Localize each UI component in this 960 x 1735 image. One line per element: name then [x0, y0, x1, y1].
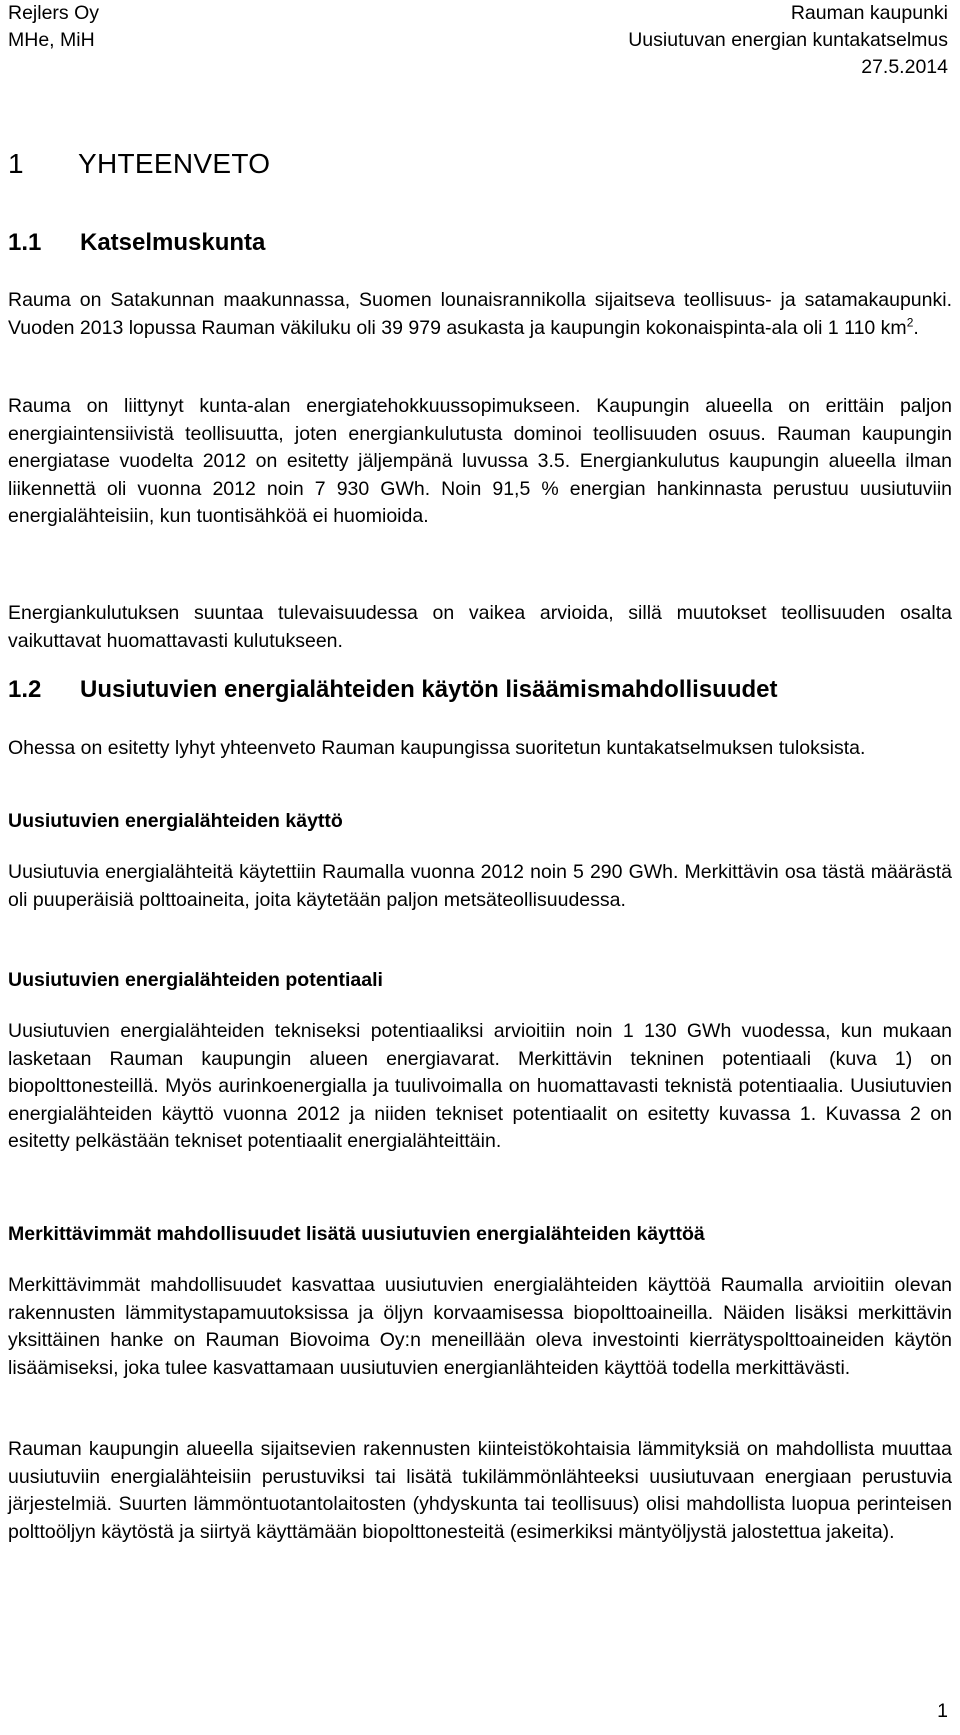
page-number: 1	[937, 1700, 948, 1722]
paragraph-energy-agreement: Rauma on liittynyt kunta-alan energiatehokkuussopimukseen. Kaupungin alueella on erittäin paljon energiaintensiivistä teollisuutta, joten energiankulutusta dominoi teollisuuden osuus. Rauman kaupungin energiatase vuodelta 2012 on esitetty jäljempänä luvussa 3.5. Energiankulutus kaupungin alueella ilman liikennettä oli vuonna 2012 noin 7 930 GWh. Noin 91,5 % energian hankinnasta perustuu uusiutuviin energialähteisiin, kun tuontisähköä ei huomioida.	[8, 395, 952, 527]
header-org-name: Rejlers Oy	[8, 2, 100, 24]
header-report-title: Uusiutuvan energian kuntakatselmus	[628, 29, 948, 51]
paragraph-key-opportunities: Merkittävimmät mahdollisuudet kasvattaa uusiutuvien energialähteiden käyttöä Raumalla arvioitiin olevan rakennusten lämmitystapamuutoksissa ja öljyn korvaamisessa biopolttoaineilla. Näiden lisäksi merkittävin yksittäinen hanke on Rauman Biovoima Oy:n meneillään oleva investointi kierrätyspolttoaineiden käytön lisäämiseksi, joka tulee kasvattamaan uusiutuvien energianlähteiden käyttöä todella merkittävästi.	[8, 1274, 952, 1379]
paragraph-future-consumption: Energiankulutuksen suuntaa tulevaisuudessa on vaikea arvioida, sillä muutokset teollisuuden osalta vaikuttavat huomattavasti kulutukseen.	[8, 602, 952, 652]
page-header-right	[628, 0, 948, 81]
section-1-1-heading	[8, 229, 265, 257]
subheading-key-opportunities: Merkittävimmät mahdollisuudet lisätä uusiutuvien energialähteiden käyttöä	[8, 1223, 705, 1245]
header-client: Rauman kaupunki	[790, 2, 948, 24]
section-1-title: YHTEENVETO	[78, 148, 271, 179]
paragraph-intro	[8, 287, 952, 342]
section-1-1-number: 1.1	[8, 229, 42, 256]
header-authors: MHe, MiH	[8, 29, 95, 51]
paragraph-building-heating: Rauman kaupungin alueella sijaitsevien rakennusten kiinteistökohtaisia lämmityksiä on mahdollista muuttaa uusiutuviin energialähteisiin perustuviksi tai lisätä tukilämmönlähteeksi uusiutuvaan energiaan perustuvia järjestelmiä. Suurten lämmöntuotantolaitosten (yhdyskunta tai teollisuus) olisi mahdollista luopua perinteisen polttoöljyn käytöstä ja siirtyä käyttämään biopolttonesteitä (esimerkiksi mäntyöljystä jalostettua jakeita).	[8, 1438, 952, 1543]
section-1-2-number: 1.2	[8, 676, 42, 703]
paragraph-summary-intro: Ohessa on esitetty lyhyt yhteenveto Rauman kaupungissa suoritetun kuntakatselmuksen tuloksista.	[8, 737, 866, 759]
paragraph-renewable-potential: Uusiutuvien energialähteiden tekniseksi potentiaaliksi arvioitiin noin 1 130 GWh vuodessa, kun mukaan lasketaan Rauman kaupungin alueen energiavarat. Merkittävin tekninen potentiaali (kuva 1) on biopolttonesteillä. Myös aurinkoenergialla ja tuulivoimalla on huomattavasti teknistä potentiaalia. Uusiutuvien energialähteiden käyttö vuonna 2012 ja niiden tekniset potentiaalit on esitetty kuvassa 1. Kuvassa 2 on esitetty pelkästään tekniset potentiaalit energialähteittäin.	[8, 1020, 952, 1152]
subheading-renewable-use: Uusiutuvien energialähteiden käyttö	[8, 810, 343, 832]
page-header-left	[8, 0, 99, 54]
subheading-renewable-potential: Uusiutuvien energialähteiden potentiaali	[8, 969, 383, 991]
section-1-heading	[8, 148, 270, 180]
superscript-2: 2	[906, 315, 914, 329]
paragraph-renewable-use: Uusiutuvia energialähteitä käytettiin Raumalla vuonna 2012 noin 5 290 GWh. Merkittävin osa tästä määrästä oli puuperäisiä polttoaineita, joita käytetään paljon metsäteollisuudessa.	[8, 861, 952, 911]
paragraph-intro-end: .	[913, 316, 919, 339]
section-1-2-title: Uusiutuvien energialähteiden käytön lisäämismahdollisuudet	[80, 676, 778, 703]
header-date: 27.5.2014	[861, 56, 948, 78]
section-1-1-title: Katselmuskunta	[80, 229, 266, 256]
section-1-2-heading	[8, 676, 778, 704]
section-1-number: 1	[8, 148, 24, 179]
paragraph-intro-text: Rauma on Satakunnan maakunnassa, Suomen lounaisrannikolla sijaitseva teollisuus- ja satamakaupunki. Vuoden 2013 lopussa Rauman väkiluku oli 39 979 asukasta ja kaupungin kokonaispinta-ala oli 1 110 km	[8, 289, 952, 339]
